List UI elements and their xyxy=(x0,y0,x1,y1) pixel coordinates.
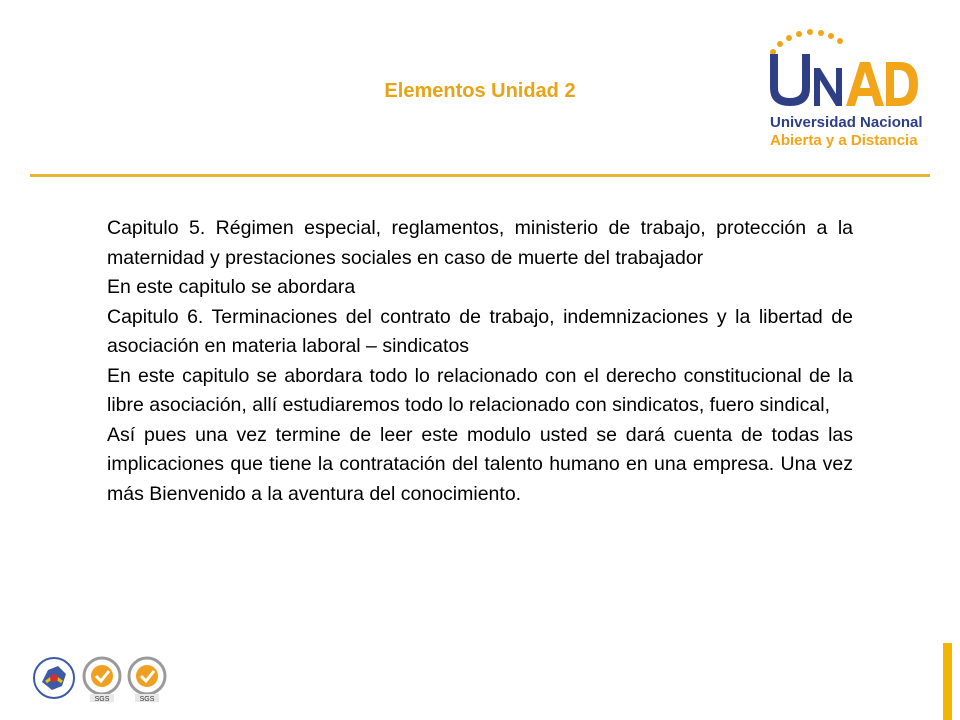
footer-badges xyxy=(32,652,172,707)
sgs-certification-icon xyxy=(84,658,120,703)
paragraph-conclusion: Así pues una vez termine de leer este modulo usted se dará cuenta de todas las implicaciones que tiene la contratación del talento humano en una empresa. Una vez más Bienvenido a la aventura del conocimiento. xyxy=(107,423,853,505)
header-divider xyxy=(30,174,930,177)
body-text xyxy=(107,214,853,509)
page-title: Elementos Unidad 2 xyxy=(384,80,576,102)
svg-text:SGS: SGS xyxy=(139,696,155,703)
unad-logo-mark-icon xyxy=(762,26,922,116)
paragraph-capitulo-6: Capitulo 6. Terminaciones del contrato de trabajo, indemnizaciones y la libertad de asociación en materia laboral – sindicatos xyxy=(107,305,853,357)
paragraph-asociacion: En este capitulo se abordara todo lo relacionado con el derecho constitucional de la libre asociación, allí estudiaremos todo lo relacionado con sindicatos, fuero sindical, xyxy=(107,364,853,416)
paragraph-capitulo-5: Capitulo 5. Régimen especial, reglamentos, ministerio de trabajo, protección a la maternidad y prestaciones sociales en caso de muerte del trabajador xyxy=(107,217,853,269)
logo-university-subtitle: Abierta y a Distancia xyxy=(770,132,918,149)
paragraph-abordara: En este capitulo se abordara xyxy=(107,276,356,298)
sgs-certification-icon xyxy=(129,658,165,703)
colombia-seal-icon xyxy=(34,658,74,698)
svg-text:SGS: SGS xyxy=(94,696,110,703)
unad-logo xyxy=(762,26,922,156)
logo-university-name: Universidad Nacional xyxy=(770,114,923,131)
side-accent-bar xyxy=(943,643,952,720)
